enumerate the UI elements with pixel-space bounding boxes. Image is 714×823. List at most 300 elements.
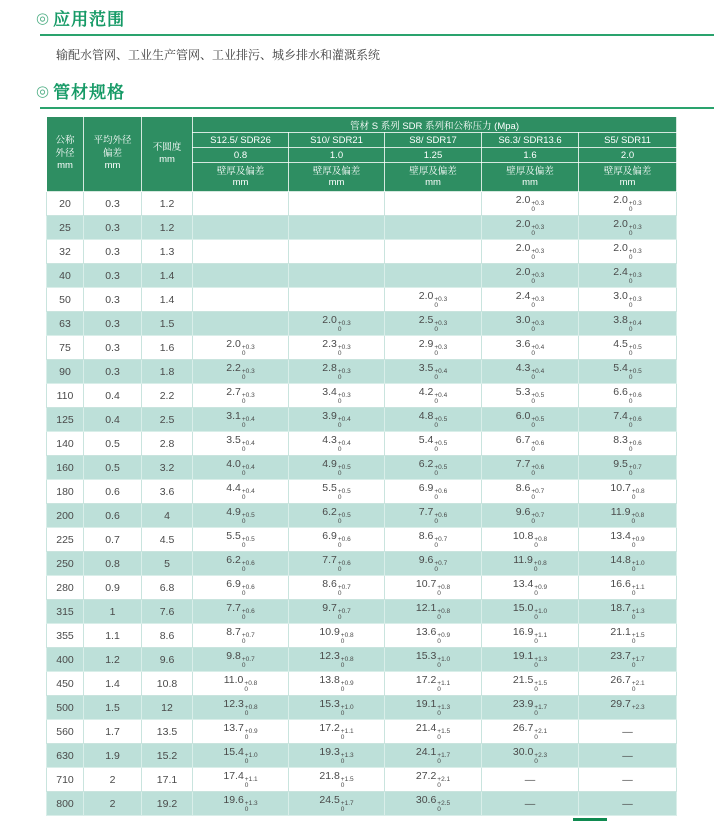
header-line: 平均外径	[93, 135, 132, 147]
cell-wall-thickness	[482, 696, 579, 720]
cell-nominal-od: 560	[47, 720, 84, 744]
cell-avg-od-dev: 0.3	[84, 336, 142, 360]
spec-title-text: 管材规格	[53, 83, 126, 102]
wall-value: 2.0	[613, 217, 628, 230]
cell-wall-thickness	[289, 528, 385, 552]
table-row	[47, 456, 677, 480]
wall-value: 2.0	[613, 193, 628, 206]
wall-value: 29.7	[610, 697, 631, 710]
cell-out-of-roundness: 5	[142, 552, 193, 576]
cell-nominal-od: 400	[47, 648, 84, 672]
wall-value: 27.2	[415, 769, 437, 782]
wall-tolerance: +0.3 0	[337, 319, 351, 333]
cell-nominal-od: 110	[47, 384, 84, 408]
cell-wall-thickness	[385, 456, 482, 480]
wall-tolerance: +0.3 0	[241, 367, 255, 381]
wall-value: 3.5	[418, 361, 434, 374]
header-line: 偏差	[102, 147, 122, 159]
cell-wall-thickness	[385, 408, 482, 432]
wall-value: 15.4	[223, 745, 244, 758]
cell-wall-thickness	[482, 264, 579, 288]
cell-wall-thickness	[579, 360, 677, 384]
wall-value: 2.0	[515, 265, 531, 278]
header-line: 壁厚及偏差	[312, 165, 361, 177]
cell-wall-thickness	[482, 312, 579, 336]
wall-tolerance: +0.6 0	[531, 463, 545, 477]
wall-tolerance: +1.5 0	[437, 727, 451, 741]
wall-value: 19.6	[223, 793, 244, 806]
cell-wall-thickness	[482, 552, 579, 576]
cell-nominal-od: 710	[47, 768, 84, 792]
cell-out-of-roundness: 2.8	[142, 432, 193, 456]
cell-wall-thickness	[579, 192, 677, 216]
cell-nominal-od: 25	[47, 216, 84, 240]
wall-value: 4.8	[418, 409, 434, 422]
cell-out-of-roundness: 1.8	[142, 360, 193, 384]
wall-tolerance: +0.3 0	[628, 223, 642, 237]
wall-value: 2.0	[613, 241, 628, 254]
cell-wall-thickness	[193, 744, 289, 768]
wall-tolerance: +0.3 0	[531, 223, 545, 237]
cell-out-of-roundness: 3.2	[142, 456, 193, 480]
cell-wall-thickness	[579, 648, 677, 672]
wall-tolerance: +1.3 0	[340, 751, 354, 765]
wall-value: 2.0	[515, 241, 531, 254]
cell-wall-thickness	[385, 192, 482, 216]
cell-avg-od-dev: 0.8	[84, 552, 142, 576]
cell-wall-thickness	[289, 456, 385, 480]
wall-value: 8.3	[613, 433, 628, 446]
cell-wall-thickness	[193, 576, 289, 600]
wall-value: 6.7	[515, 433, 531, 446]
cell-wall-thickness	[482, 504, 579, 528]
wall-value: 7.7	[226, 601, 241, 614]
cell-wall-thickness	[289, 384, 385, 408]
wall-tolerance: +0.6 0	[337, 535, 351, 549]
table-row	[47, 408, 677, 432]
wall-tolerance: +1.1 0	[244, 775, 258, 789]
cell-wall-thickness	[579, 312, 677, 336]
wall-value: 6.0	[515, 409, 531, 422]
cell-wall-thickness	[385, 432, 482, 456]
header-wall-3	[482, 163, 579, 192]
cell-nominal-od: 160	[47, 456, 84, 480]
wall-value: 2.0	[322, 313, 337, 326]
header-pressure-4: 2.0	[579, 148, 677, 163]
table-row	[47, 264, 677, 288]
cell-avg-od-dev: 0.4	[84, 384, 142, 408]
cell-wall-thickness	[579, 240, 677, 264]
wall-tolerance: +0.7 0	[337, 607, 351, 621]
cell-avg-od-dev: 1.7	[84, 720, 142, 744]
wall-value: 8.6	[418, 529, 434, 542]
wall-tolerance: +0.5 0	[241, 511, 255, 525]
cell-wall-thickness	[579, 504, 677, 528]
cell-wall-thickness	[482, 600, 579, 624]
header-line: mm	[619, 177, 636, 188]
wall-value: 10.7	[610, 481, 631, 494]
cell-wall-thickness	[385, 720, 482, 744]
wall-value: 3.6	[515, 337, 531, 350]
table-row	[47, 720, 677, 744]
wall-tolerance: +0.7 0	[531, 511, 545, 525]
header-pressure-1: 1.0	[289, 148, 385, 163]
cell-avg-od-dev: 1	[84, 600, 142, 624]
wall-value: 7.4	[613, 409, 628, 422]
cell-wall-thickness	[289, 264, 385, 288]
cell-wall-thickness	[482, 648, 579, 672]
wall-value: 9.8	[226, 649, 241, 662]
cell-avg-od-dev: 1.9	[84, 744, 142, 768]
cell-wall-thickness	[289, 648, 385, 672]
cell-out-of-roundness: 1.2	[142, 192, 193, 216]
cell-nominal-od: 140	[47, 432, 84, 456]
cell-wall-thickness	[289, 672, 385, 696]
wall-value: 26.7	[610, 673, 631, 686]
wall-tolerance: +0.8 0	[340, 655, 354, 669]
cell-wall-thickness	[289, 552, 385, 576]
wall-tolerance: +1.3 0	[631, 607, 645, 621]
cell-wall-thickness	[193, 528, 289, 552]
wall-value: 2.8	[322, 361, 337, 374]
cell-out-of-roundness: 8.6	[142, 624, 193, 648]
wall-tolerance: +1.3 0	[534, 655, 548, 669]
cell-wall-thickness	[289, 336, 385, 360]
wall-tolerance: +0.8 0	[244, 703, 258, 717]
cell-nominal-od: 125	[47, 408, 84, 432]
wall-tolerance: +1.7 0	[437, 751, 451, 765]
cell-wall-thickness	[193, 552, 289, 576]
wall-value: 4.4	[226, 481, 241, 494]
cell-wall-thickness	[385, 648, 482, 672]
cell-avg-od-dev: 0.3	[84, 240, 142, 264]
cell-nominal-od: 225	[47, 528, 84, 552]
cell-wall-thickness	[193, 768, 289, 792]
wall-value: 2.0	[418, 289, 434, 302]
wall-value: 17.2	[415, 673, 437, 686]
cell-wall-thickness	[385, 672, 482, 696]
cell-wall-thickness	[579, 576, 677, 600]
header-line: mm	[57, 160, 73, 172]
wall-tolerance: +0.6 0	[628, 439, 642, 453]
cell-nominal-od: 63	[47, 312, 84, 336]
wall-tolerance: +0.3 0	[337, 343, 351, 357]
cell-avg-od-dev: 0.3	[84, 192, 142, 216]
cell-wall-thickness	[289, 600, 385, 624]
cell-wall-thickness: —	[482, 768, 579, 792]
wall-value: 17.4	[223, 769, 244, 782]
cell-wall-thickness	[385, 288, 482, 312]
wall-value: 30.0	[512, 745, 534, 758]
header-line: 外径	[55, 147, 75, 159]
wall-tolerance: +0.7 0	[241, 655, 255, 669]
section-spec	[0, 73, 714, 816]
wall-value: 24.5	[319, 793, 340, 806]
table-row	[47, 216, 677, 240]
wall-value: 12.3	[319, 649, 340, 662]
cell-out-of-roundness: 4.5	[142, 528, 193, 552]
wall-tolerance: +0.3 0	[241, 391, 255, 405]
cell-avg-od-dev: 2	[84, 768, 142, 792]
wall-tolerance: +2.1 0	[631, 679, 645, 693]
wall-value: 6.9	[322, 529, 337, 542]
wall-value: 18.7	[610, 601, 631, 614]
wall-value: 5.4	[418, 433, 434, 446]
cell-wall-thickness	[482, 192, 579, 216]
cell-nominal-od: 32	[47, 240, 84, 264]
cell-wall-thickness	[385, 216, 482, 240]
cell-avg-od-dev: 0.4	[84, 408, 142, 432]
cell-wall-thickness	[579, 264, 677, 288]
cell-wall-thickness	[579, 216, 677, 240]
header-pressure-2: 1.25	[385, 148, 482, 163]
wall-value: 10.7	[415, 577, 437, 590]
cell-out-of-roundness: 1.4	[142, 288, 193, 312]
wall-value: 17.2	[319, 721, 340, 734]
cell-wall-thickness	[579, 456, 677, 480]
wall-value: 2.9	[418, 337, 434, 350]
cell-wall-thickness	[385, 336, 482, 360]
cell-wall-thickness	[579, 672, 677, 696]
cell-wall-thickness	[289, 288, 385, 312]
cell-wall-thickness	[289, 240, 385, 264]
cell-wall-thickness	[482, 216, 579, 240]
wall-tolerance: +0.7 0	[434, 535, 448, 549]
cell-wall-thickness	[482, 624, 579, 648]
wall-value: 13.4	[512, 577, 534, 590]
divider-line	[40, 107, 714, 109]
cell-wall-thickness	[289, 216, 385, 240]
wall-tolerance: +1.7 0	[340, 799, 354, 813]
cell-wall-thickness	[289, 792, 385, 816]
wall-value: 3.0	[515, 313, 531, 326]
cell-wall-thickness	[385, 768, 482, 792]
cell-wall-thickness	[289, 624, 385, 648]
cell-out-of-roundness: 2.2	[142, 384, 193, 408]
wall-tolerance: +0.9 0	[437, 631, 451, 645]
wall-value: 4.9	[322, 457, 337, 470]
header-line: mm	[522, 177, 538, 188]
wall-value: 11.9	[610, 505, 631, 518]
wall-value: 26.7	[512, 721, 534, 734]
cell-wall-thickness	[482, 336, 579, 360]
cell-wall-thickness	[193, 720, 289, 744]
cell-out-of-roundness: 1.2	[142, 216, 193, 240]
cell-wall-thickness	[385, 360, 482, 384]
cell-out-of-roundness: 12	[142, 696, 193, 720]
header-out-of-roundness	[142, 117, 193, 192]
wall-tolerance: +0.6 0	[531, 439, 545, 453]
cell-wall-thickness	[579, 552, 677, 576]
wall-tolerance: +1.5 0	[631, 631, 645, 645]
table-body	[47, 192, 677, 816]
table-row	[47, 792, 677, 816]
wall-tolerance: +0.8 0	[533, 559, 547, 573]
wall-tolerance: +0.9 0	[534, 583, 548, 597]
cell-out-of-roundness: 7.6	[142, 600, 193, 624]
wall-value: 7.7	[515, 457, 531, 470]
wall-value: 6.6	[613, 385, 628, 398]
wall-value: 2.0	[515, 193, 531, 206]
wall-value: 5.5	[226, 529, 241, 542]
wall-value: 4.2	[418, 385, 434, 398]
spec-section-title	[0, 73, 714, 107]
cell-out-of-roundness: 1.3	[142, 240, 193, 264]
wall-tolerance: +2.3	[631, 703, 645, 711]
cell-nominal-od: 800	[47, 792, 84, 816]
table-row	[47, 312, 677, 336]
cell-wall-thickness	[193, 192, 289, 216]
wall-value: 3.4	[322, 385, 337, 398]
cell-avg-od-dev: 0.3	[84, 264, 142, 288]
wall-tolerance: +0.4 0	[241, 463, 255, 477]
cell-avg-od-dev: 0.3	[84, 312, 142, 336]
bullseye-icon: ◎	[36, 9, 51, 27]
footer-accent-bar	[573, 818, 607, 821]
wall-tolerance: +0.6 0	[241, 607, 255, 621]
cell-wall-thickness	[482, 432, 579, 456]
cell-nominal-od: 20	[47, 192, 84, 216]
cell-avg-od-dev: 0.3	[84, 216, 142, 240]
wall-value: 7.7	[418, 505, 434, 518]
cell-out-of-roundness: 6.8	[142, 576, 193, 600]
wall-value: 19.1	[415, 697, 437, 710]
wall-value: 9.6	[515, 505, 531, 518]
cell-wall-thickness	[482, 240, 579, 264]
cell-wall-thickness	[193, 456, 289, 480]
wall-tolerance: +0.4 0	[337, 415, 351, 429]
wall-value: 23.9	[512, 697, 534, 710]
wall-value: 21.1	[610, 625, 631, 638]
cell-wall-thickness	[385, 696, 482, 720]
header-line: 壁厚及偏差	[506, 165, 554, 177]
cell-wall-thickness	[385, 504, 482, 528]
cell-avg-od-dev: 1.5	[84, 696, 142, 720]
cell-avg-od-dev: 0.5	[84, 456, 142, 480]
wall-value: 13.4	[610, 529, 631, 542]
table-row	[47, 336, 677, 360]
wall-value: 5.5	[322, 481, 337, 494]
wall-tolerance: +0.5 0	[531, 415, 545, 429]
wall-value: 11.0	[223, 673, 244, 686]
cell-nominal-od: 250	[47, 552, 84, 576]
wall-value: 15.3	[319, 697, 340, 710]
cell-avg-od-dev: 0.6	[84, 504, 142, 528]
header-nominal-od	[47, 117, 84, 192]
cell-wall-thickness	[579, 480, 677, 504]
cell-out-of-roundness: 17.1	[142, 768, 193, 792]
cell-wall-thickness	[579, 384, 677, 408]
section-application	[0, 0, 714, 69]
wall-tolerance: +1.3 0	[244, 799, 258, 813]
wall-value: 9.6	[418, 553, 434, 566]
cell-out-of-roundness: 15.2	[142, 744, 193, 768]
wall-value: 30.6	[415, 793, 437, 806]
cell-wall-thickness: —	[579, 792, 677, 816]
cell-out-of-roundness: 1.6	[142, 336, 193, 360]
application-title-text: 应用范围	[53, 10, 126, 29]
wall-tolerance: +0.5 0	[628, 367, 642, 381]
wall-value: 23.7	[610, 649, 631, 662]
wall-tolerance: +0.3 0	[628, 199, 642, 213]
cell-wall-thickness	[482, 480, 579, 504]
wall-value: 2.0	[515, 217, 531, 230]
wall-tolerance: +0.6 0	[241, 559, 255, 573]
cell-wall-thickness	[193, 384, 289, 408]
cell-wall-thickness	[579, 336, 677, 360]
wall-tolerance: +0.5 0	[434, 463, 448, 477]
cell-out-of-roundness: 4	[142, 504, 193, 528]
table-row	[47, 480, 677, 504]
header-line: mm	[425, 177, 441, 188]
wall-value: 9.5	[613, 457, 628, 470]
wall-tolerance: +1.0 0	[534, 607, 548, 621]
wall-tolerance: +0.8 0	[631, 511, 645, 525]
wall-tolerance: +0.3 0	[531, 199, 545, 213]
cell-avg-od-dev: 0.9	[84, 576, 142, 600]
wall-value: 2.4	[515, 289, 531, 302]
cell-wall-thickness: —	[579, 744, 677, 768]
wall-value: 21.8	[319, 769, 340, 782]
header-line: mm	[232, 177, 249, 188]
table-row	[47, 576, 677, 600]
cell-wall-thickness	[193, 696, 289, 720]
wall-tolerance: +0.8 0	[244, 679, 258, 693]
wall-tolerance: +1.5 0	[340, 775, 354, 789]
cell-nominal-od: 50	[47, 288, 84, 312]
cell-wall-thickness	[385, 792, 482, 816]
wall-value: 3.1	[226, 409, 241, 422]
cell-wall-thickness	[579, 600, 677, 624]
cell-wall-thickness	[579, 696, 677, 720]
table-row	[47, 696, 677, 720]
wall-value: 2.4	[613, 265, 628, 278]
wall-tolerance: +1.1 0	[534, 631, 548, 645]
wall-tolerance: +0.4 0	[628, 319, 642, 333]
cell-wall-thickness	[193, 216, 289, 240]
wall-tolerance: +0.3 0	[241, 343, 255, 357]
wall-tolerance: +0.6 0	[628, 415, 642, 429]
cell-nominal-od: 450	[47, 672, 84, 696]
cell-avg-od-dev: 1.1	[84, 624, 142, 648]
cell-wall-thickness	[385, 384, 482, 408]
cell-out-of-roundness: 9.6	[142, 648, 193, 672]
table-row	[47, 240, 677, 264]
wall-value: 13.6	[415, 625, 437, 638]
cell-out-of-roundness: 1.5	[142, 312, 193, 336]
wall-tolerance: +0.7 0	[241, 631, 255, 645]
wall-value: 4.9	[226, 505, 241, 518]
cell-nominal-od: 500	[47, 696, 84, 720]
header-line: mm	[159, 154, 175, 165]
cell-wall-thickness	[385, 576, 482, 600]
cell-wall-thickness	[289, 696, 385, 720]
table-row	[47, 288, 677, 312]
wall-tolerance: +0.8 0	[631, 487, 645, 501]
wall-value: 4.3	[322, 433, 337, 446]
wall-tolerance: +1.3 0	[437, 703, 451, 717]
wall-tolerance: +0.5 0	[531, 391, 545, 405]
cell-wall-thickness	[193, 264, 289, 288]
wall-tolerance: +2.3 0	[534, 751, 548, 765]
cell-wall-thickness	[193, 336, 289, 360]
wall-tolerance: +0.3 0	[434, 295, 448, 309]
wall-value: 16.6	[610, 577, 631, 590]
wall-tolerance: +0.4 0	[434, 391, 448, 405]
table-row	[47, 192, 677, 216]
wall-tolerance: +0.9 0	[244, 727, 258, 741]
wall-value: 9.7	[322, 601, 337, 614]
